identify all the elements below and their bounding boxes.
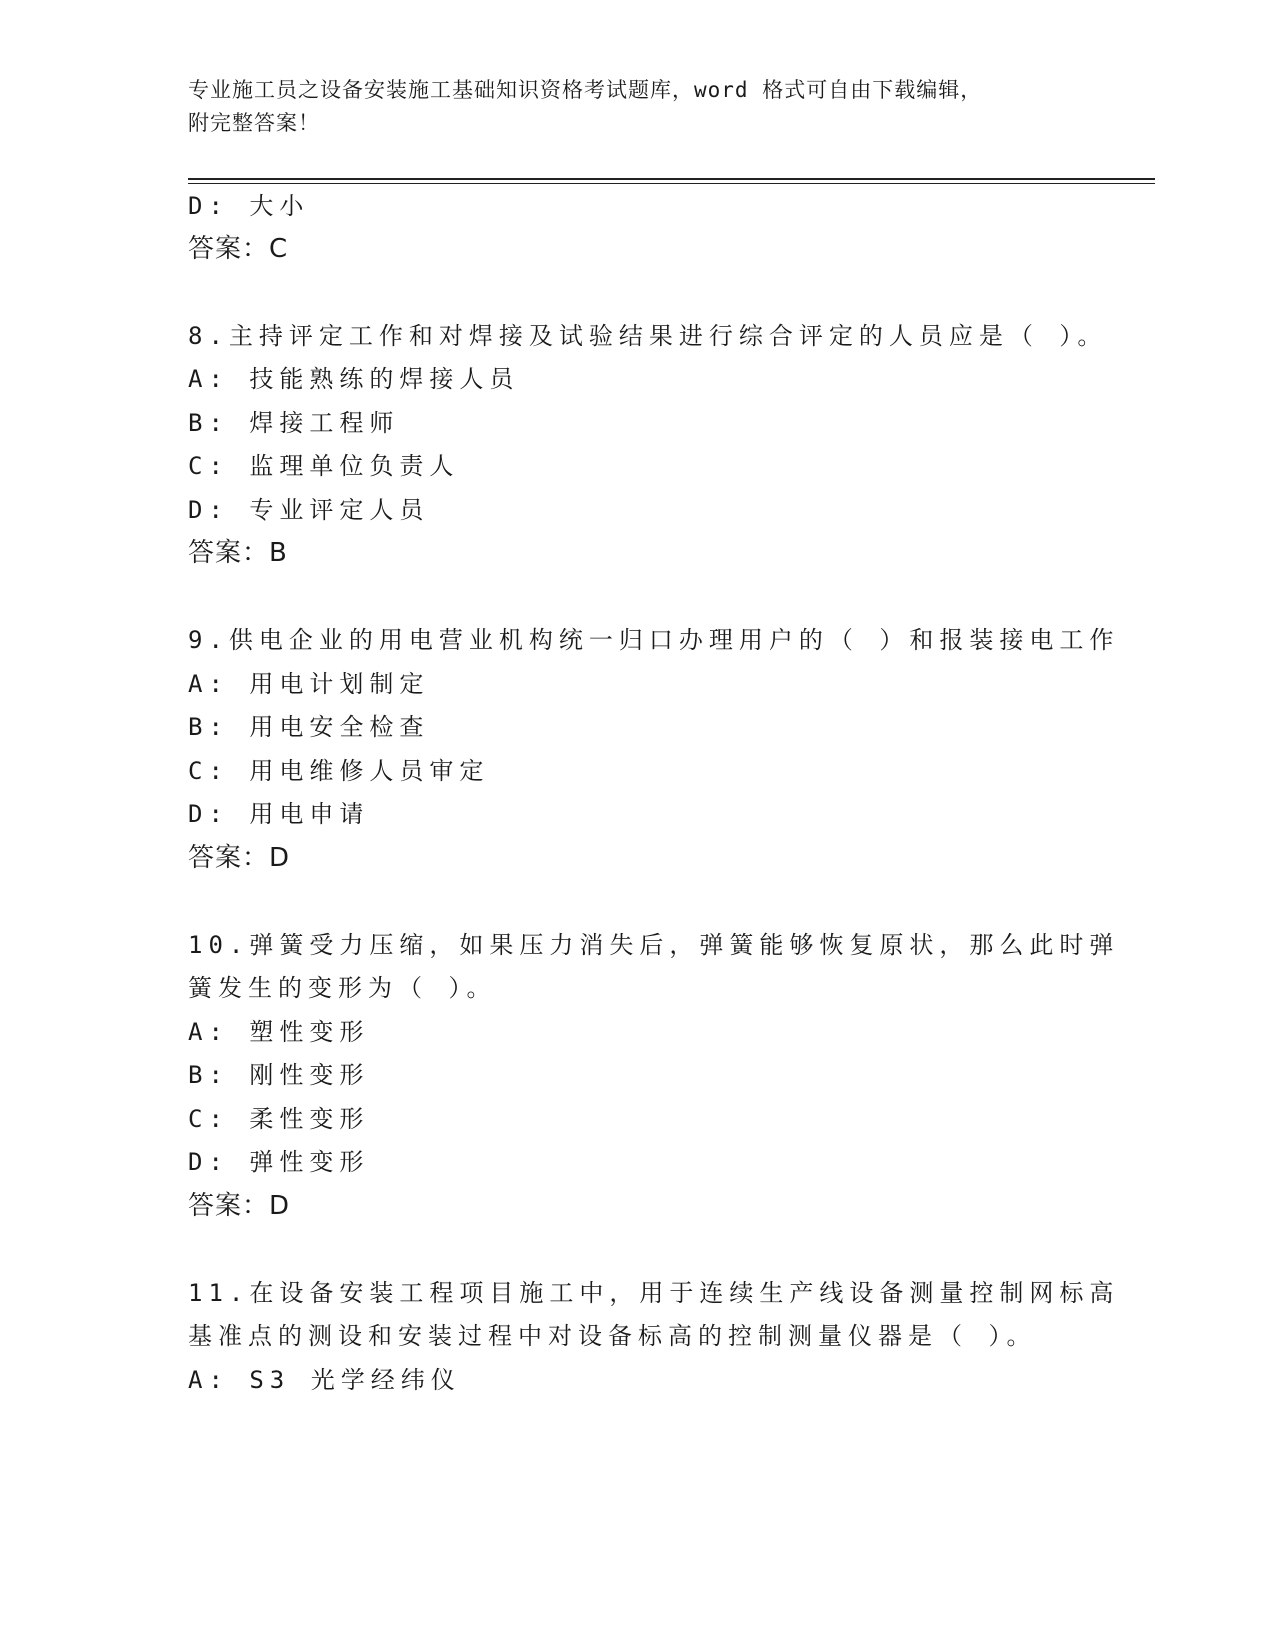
q8-option-d: D: 专业评定人员 bbox=[188, 496, 430, 524]
q9-stem: 9.供电企业的用电营业机构统一归口办理用户的（ ）和报装接电工作 bbox=[188, 626, 1120, 654]
q10-option-c: C: 柔性变形 bbox=[188, 1105, 370, 1133]
q11-stem-line2: 基准点的测设和安装过程中对设备标高的控制测量仪器是（ ）。 bbox=[188, 1322, 1037, 1350]
header-title-line: 专业施工员之设备安装施工基础知识资格考试题库，word 格式可自由下载编辑， bbox=[188, 78, 983, 102]
prev-option-d: D: 大小 bbox=[188, 192, 310, 220]
q11-stem-line1: 11.在设备安装工程项目施工中，用于连续生产线设备测量控制网标高 bbox=[188, 1279, 1120, 1307]
q9-option-d: D: 用电申请 bbox=[188, 800, 370, 828]
q9-option-b: B: 用电安全检查 bbox=[188, 713, 430, 741]
q11-option-a: A: S3 光学经纬仪 bbox=[188, 1366, 461, 1394]
q8-answer: 答案：B bbox=[188, 538, 288, 568]
q8-option-b: B: 焊接工程师 bbox=[188, 409, 400, 437]
header-subtitle-line: 附完整答案！ bbox=[188, 111, 320, 135]
header-divider-thick bbox=[188, 178, 1155, 180]
q8-option-a: A: 技能熟练的焊接人员 bbox=[188, 365, 520, 393]
q10-option-b: B: 刚性变形 bbox=[188, 1061, 370, 1089]
q10-answer: 答案：D bbox=[188, 1191, 291, 1221]
q9-option-a: A: 用电计划制定 bbox=[188, 670, 430, 698]
q10-stem-line1: 10.弹簧受力压缩，如果压力消失后，弹簧能够恢复原状，那么此时弹 bbox=[188, 931, 1120, 959]
q10-option-d: D: 弹性变形 bbox=[188, 1148, 370, 1176]
q9-option-c: C: 用电维修人员审定 bbox=[188, 757, 490, 785]
prev-answer: 答案：C bbox=[188, 234, 289, 264]
header-divider-thin bbox=[188, 183, 1155, 184]
document-header bbox=[188, 74, 1088, 140]
q9-answer: 答案：D bbox=[188, 843, 291, 873]
q10-option-a: A: 塑性变形 bbox=[188, 1018, 370, 1046]
q10-stem-line2: 簧发生的变形为（ ）。 bbox=[188, 974, 497, 1002]
q8-stem: 8.主持评定工作和对焊接及试验结果进行综合评定的人员应是（ ）。 bbox=[188, 322, 1108, 350]
q8-option-c: C: 监理单位负责人 bbox=[188, 452, 460, 480]
